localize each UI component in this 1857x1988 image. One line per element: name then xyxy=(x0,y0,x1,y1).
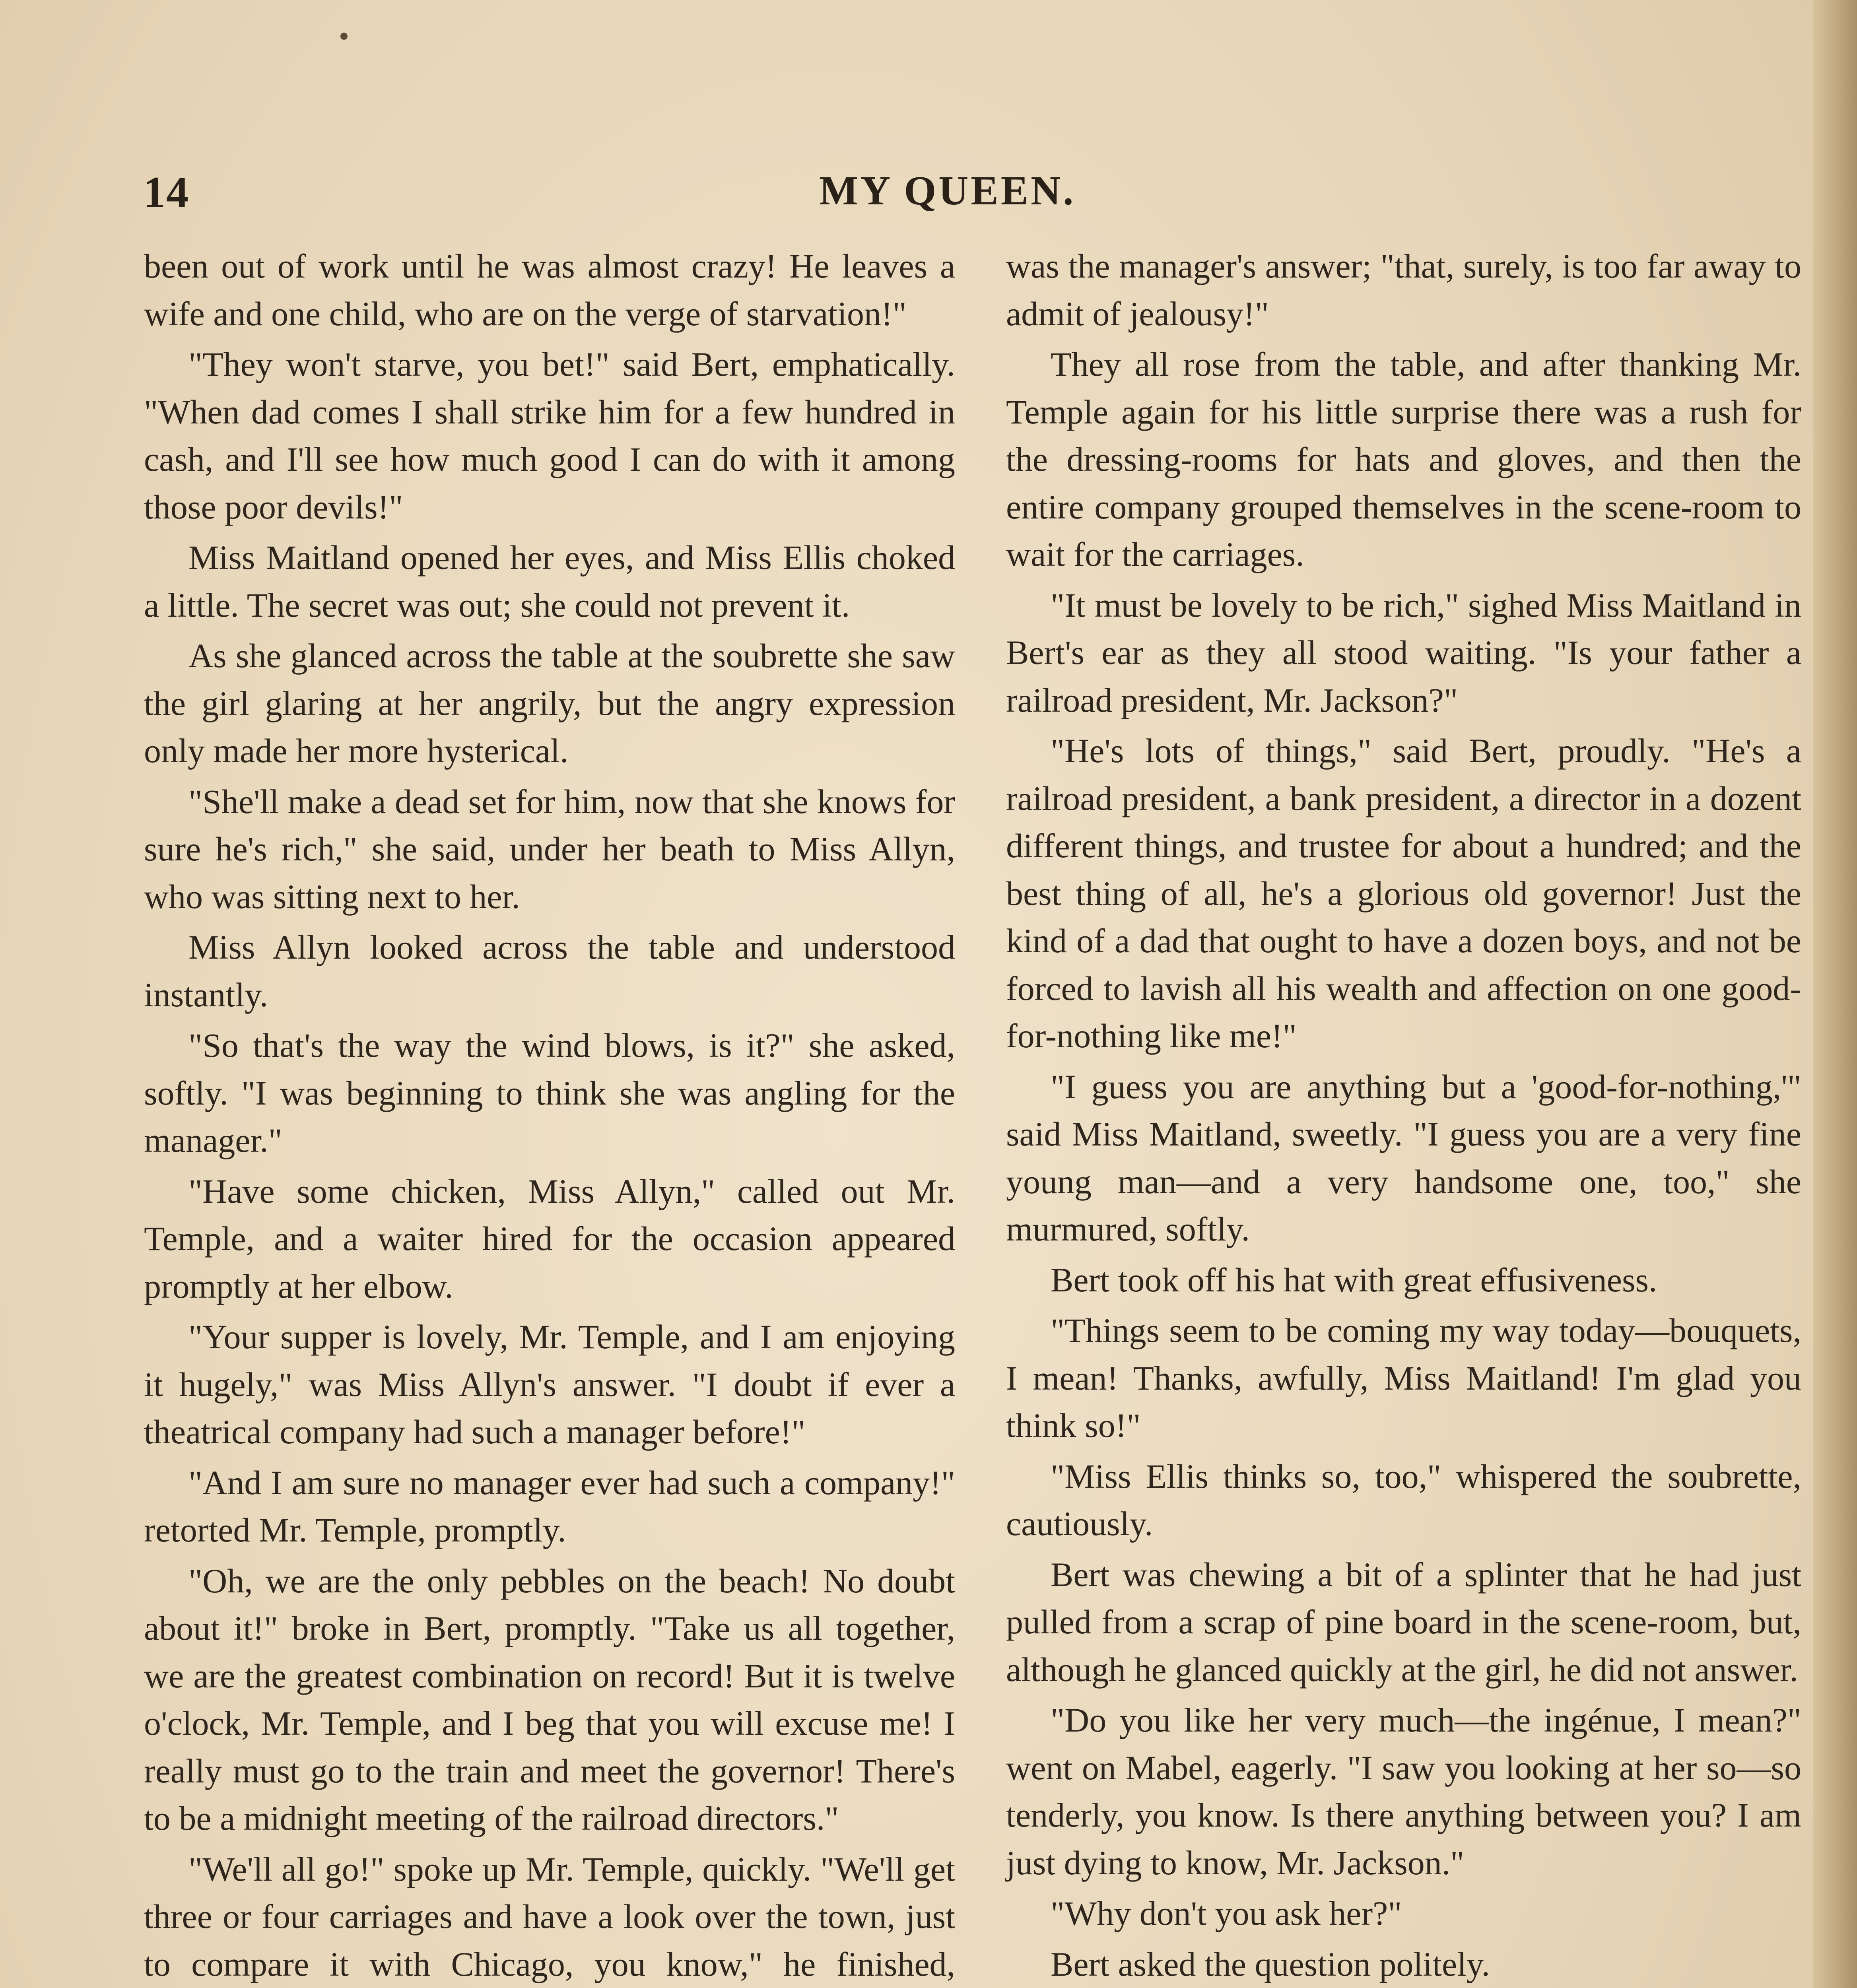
paragraph: "It must be lovely to be rich," sighed Miss Maitland in Bert's ear as they all stood waiting. "Is your father a railroad president, Mr. Jackson?" xyxy=(1006,586,1801,719)
paragraph: Miss Maitland opened her eyes, and Miss Ellis choked a little. The secret was out; she could not prevent it. xyxy=(144,538,955,624)
paragraph: "She'll make a dead set for him, now that she knows for sure he's rich," she said, under her beath to Miss Allyn, who was sitting next to her. xyxy=(144,782,955,916)
paragraph: As she glanced across the table at the soubrette she saw the girl glaring at her angrily, but the angry expression only made her more hysterical. xyxy=(144,637,955,770)
paragraph: "So that's the way the wind blows, is it?" she asked, softly. "I was beginning to think she was angling for the manager." xyxy=(144,1026,955,1159)
paragraph: "They won't starve, you bet!" said Bert, emphatically. "When dad comes I shall strike him for a few hundred in cash, and I'll see how much good I can do with it among those poor devils!" xyxy=(144,345,955,526)
right-text-column xyxy=(1006,243,1801,1988)
paragraph: "We'll all go!" spoke up Mr. Temple, quickly. "We'll get three or four carriages and have a look over the town, just to compare it with Chicago, you know," he finished, xyxy=(144,1850,955,1983)
paragraph: was the manager's answer; "that, surely, is too far away to admit of jealousy!" xyxy=(1006,247,1801,333)
left-text-column xyxy=(144,243,955,1988)
paragraph: "Why don't you ask her?" xyxy=(1051,1894,1402,1932)
paragraph: Miss Allyn looked across the table and understood instantly. xyxy=(144,928,955,1014)
paragraph: "He's lots of things," said Bert, proudly. "He's a railroad president, a bank president, a director in a dozent different things, and trustee for about a hundred; and the best thing of all, he's a glorious old governor! Just the kind of a dad that ought to have a dozen boys, and not be forced to lavish all his wealth and affection on one good-for-nothing like me!" xyxy=(1006,732,1801,1055)
paragraph: "Miss Ellis thinks so, too," whispered the soubrette, cautiously. xyxy=(1006,1457,1801,1543)
paragraph: Bert took off his hat with great effusiveness. xyxy=(1051,1260,1657,1299)
paragraph: "Do you like her very much—the ingénue, I mean?" went on Mabel, eagerly. "I saw you looking at her so—so tenderly, you know. Is there anything between you? I am just dying to know, Mr. Jackson." xyxy=(1006,1701,1801,1882)
paragraph: Bert asked the question politely. xyxy=(1051,1945,1490,1983)
paragraph: "Things seem to be coming my way today—bouquets, I mean! Thanks, awfully, Miss Maitland! I'm glad you think so!" xyxy=(1006,1311,1801,1444)
paragraph: "Have some chicken, Miss Allyn," called out Mr. Temple, and a waiter hired for the occasion appeared promptly at her elbow. xyxy=(144,1172,955,1305)
paper-speck xyxy=(340,33,348,40)
running-title: MY QUEEN. xyxy=(819,168,1076,214)
paragraph: "I guess you are anything but a 'good-for-nothing,'" said Miss Maitland, sweetly. "I guess you are a very fine young man—and a very handsome one, too," she murmured, softly. xyxy=(1006,1067,1801,1248)
paragraph: "Oh, we are the only pebbles on the beach! No doubt about it!" broke in Bert, promptly. "Take us all together, we are the greatest combination on record! But it is twelve o'clock, Mr. Temple, and I beg that you will excuse me! I really must go to the train and meet the governor! There's to be a midnight meeting of the railroad directors." xyxy=(144,1561,955,1837)
paragraph: "Your supper is lovely, Mr. Temple, and I am enjoying it hugely," was Miss Allyn's answer. "I doubt if ever a theatrical company had such a manager before!" xyxy=(144,1318,955,1451)
book-spine-edge xyxy=(1813,0,1857,1988)
page-number: 14 xyxy=(143,168,189,217)
paragraph: "And I am sure no manager ever had such a company!" retorted Mr. Temple, promptly. xyxy=(144,1463,955,1549)
paragraph: Bert was chewing a bit of a splinter that he had just pulled from a scrap of pine board in the scene-room, but, although he glanced quickly at the girl, he did not answer. xyxy=(1006,1555,1801,1689)
page-header xyxy=(143,167,1805,219)
paragraph: They all rose from the table, and after thanking Mr. Temple again for his little surprise there was a rush for the dressing-rooms for hats and gloves, and then the entire company grouped themselves in the scene-room to wait for the carriages. xyxy=(1006,345,1801,573)
paragraph: been out of work until he was almost crazy! He leaves a wife and one child, who are on the verge of starvation!" xyxy=(144,247,955,333)
